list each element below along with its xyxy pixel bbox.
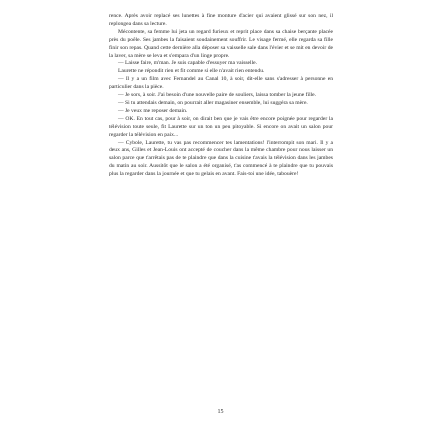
paragraph: Laurette ne répondit rien et fit comme si elle n'avait rien entendu.: [118, 68, 265, 75]
dialogue-paragraph: — Cybole, Laurette, tu vas pas recommencer tes lamentations! l'interrompit son mari. Il y a deux ans, Gilles et Jean-Louis ont accepté de coucher dans la même chambre pour nous laisser un salon parce que t'arrêtais pas de te plaindre que dans la cuisine t'avais la télévision dans les jambes du matin au soir. Aussitôt que le salon a été organisé, t'as commencé à te plaindre que tu pouvais plus la regarder dans la journée et que tu gelais en avant. Fais-toi une idée, tabouère!: [109, 139, 333, 178]
page-number: 15: [217, 409, 224, 415]
dialogue-paragraph: — Je veux me reposer demain.: [118, 107, 188, 114]
dialogue-paragraph: — Si tu attendais demain, on pourrait aller magasiner ensemble, lui suggéra sa mère.: [118, 99, 308, 106]
dialogue-paragraph: — Il y a un film avec Fernandel au Canal 10, à soir, dit-elle sans s'adresser à personne en particulier dans la pièce.: [109, 76, 333, 91]
dialogue-paragraph: — OK. En tout cas, pour à soir, on dirait ben que je vais être encore poignée pour regarder la télévision toute seule, fit Laurette sur un ton un peu pitoyable. Si encore on avait un salon pour regarder la télévision en paix...: [109, 115, 333, 138]
paragraph: Mécontente, sa femme lui jeta un regard furieux et reprit place dans sa chaise berçante placée près du poêle. Ses jambes la faisaient soudainement souffrir. Le visage fermé, elle regarda sa fille finir son repas. Quand cette dernière alla déposer sa vaisselle sale dans l'évier et se mit en devoir de la laver, sa mère se leva et s'empara d'un linge propre.: [109, 28, 333, 59]
body-text: [109, 13, 333, 179]
dialogue-paragraph: — Laisse faire, m'man. Je suis capable d'essuyer ma vaisselle.: [118, 60, 258, 67]
paragraph: rence. Après avoir replacé ses lunettes à fine monture d'acier qui avaient glissé sur son nez, il replongea dans sa lecture.: [109, 13, 333, 27]
dialogue-paragraph: — Je sors, à soir. J'ai besoin d'une nouvelle paire de souliers, laissa tomber la jeune fille.: [118, 92, 317, 99]
